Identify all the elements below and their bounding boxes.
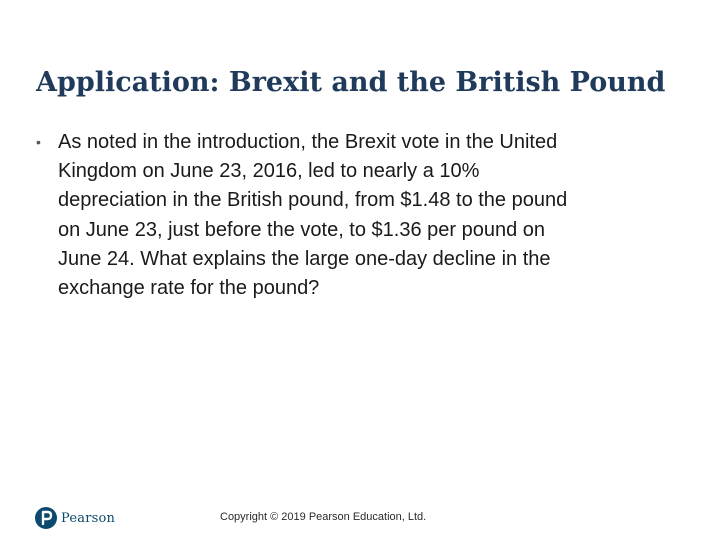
bullet-line: exchange rate for the pound? — [58, 277, 320, 300]
bullet-line: As noted in the introduction, the Brexit vote in the United — [58, 131, 558, 153]
pearson-logo — [35, 506, 115, 530]
bullet-line: Kingdom on June 23, 2016, led to nearly a 10% — [58, 160, 480, 183]
bullet-line: depreciation in the British pound, from $1.48 to the pound — [58, 189, 568, 212]
bullet-line: on June 23, just before the vote, to $1.36 per pound on — [58, 218, 546, 241]
slide-title: Application: Brexit and the British Pound — [36, 67, 666, 98]
bullet-line: June 24. What explains the large one-day decline in the — [58, 247, 551, 270]
pearson-p-icon — [35, 507, 57, 529]
bullet-list — [36, 128, 676, 303]
bullet-marker: • — [36, 134, 41, 150]
bullet-item — [36, 128, 676, 303]
copyright-notice: Copyright © 2019 Pearson Education, Ltd. — [220, 511, 427, 523]
pearson-logo-text: Pearson — [61, 510, 116, 526]
